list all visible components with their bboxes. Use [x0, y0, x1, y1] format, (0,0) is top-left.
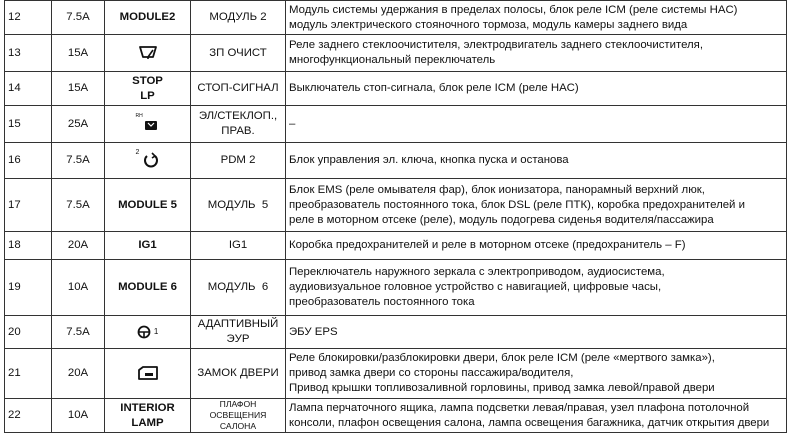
fuse-description [286, 179, 787, 232]
table-row [5, 260, 787, 316]
fuse-number: 18 [5, 232, 52, 260]
name-line: ЭУР [226, 333, 250, 345]
table-row [5, 399, 787, 433]
description-line: Блок EMS (реле омывателя фар), блок ионизатора, панорамный верхний люк, [289, 183, 705, 196]
table-row [5, 35, 787, 72]
description-line: привод замка двери со стороны пассажира/водителя, [289, 367, 574, 379]
rear-wiper-icon [137, 45, 159, 61]
fuse-number: 16 [5, 143, 52, 179]
description-line: Блок управления эл. ключа, кнопка пуска и останова [289, 154, 569, 166]
description-line: – [289, 117, 296, 130]
fuse-name: МОДУЛЬ 2 [191, 1, 286, 35]
table-row [5, 349, 787, 399]
table-row [5, 316, 787, 349]
description-line: преобразователь постоянного тока, блок DSL (реле ПТК), коробка предохранителей и [289, 198, 745, 211]
fuse-symbol: MODULE2 [105, 1, 191, 35]
fuse-name: ЗАМОК ДВЕРИ [191, 349, 286, 399]
fuse-number: 22 [5, 399, 52, 433]
fuse-symbol [105, 143, 191, 179]
description-line: Реле заднего стеклоочистителя, электродвигатель заднего стеклоочистителя, [289, 39, 704, 51]
name-line: ЭЛ/СТЕКЛОП., [198, 110, 278, 122]
description-line: модуль электрического стояночного тормоза, модуль камеры заднего вида [289, 18, 688, 31]
description-line: Выключатель стоп-сигнала, блок реле ICM (реле HAC) [289, 82, 579, 94]
description-line: ЭБУ EPS [289, 325, 338, 338]
name-line: ПЛАФОН ОСВЕЩЕНИЯ [209, 399, 267, 420]
start-button-icon [136, 152, 160, 170]
fuse-number: 20 [5, 316, 52, 349]
fuse-number: 21 [5, 349, 52, 399]
fuse-description [286, 316, 787, 349]
fuse-description [286, 35, 787, 72]
door-lock-icon [137, 365, 159, 381]
fuse-amperage: 25A [52, 106, 105, 143]
fuse-description [286, 143, 787, 179]
fuse-amperage: 7.5A [52, 316, 105, 349]
eps-icon [137, 324, 159, 340]
fuse-number: 17 [5, 179, 52, 232]
fuse-number: 13 [5, 35, 52, 72]
name-line: АДАПТИВНЫЙ [197, 318, 279, 330]
fuse-description [286, 399, 787, 433]
power-window-rh-icon [135, 112, 159, 132]
fuse-table [4, 0, 787, 433]
description-line: аудиовизуальное головное устройство с навигацией, цифровые часы, [289, 281, 662, 293]
fuse-name: СТОП-СИГНАЛ [191, 72, 286, 106]
symbol-line: LP [140, 89, 155, 102]
fuse-name [191, 399, 286, 433]
description-line: Коробка предохранителей и реле в моторном отсеке (предохранитель – F) [289, 239, 686, 251]
symbol-line: STOP [132, 74, 163, 87]
table-row [5, 179, 787, 232]
fuse-number: 15 [5, 106, 52, 143]
fuse-description [286, 1, 787, 35]
description-line: преобразователь постоянного тока [289, 296, 475, 308]
fuse-name [191, 106, 286, 143]
fuse-symbol: MODULE 6 [105, 260, 191, 316]
fuse-amperage: 10A [52, 260, 105, 316]
fuse-symbol [105, 349, 191, 399]
symbol-superscript: RH [135, 112, 143, 119]
fuse-amperage: 20A [52, 232, 105, 260]
fuse-number: 14 [5, 72, 52, 106]
fuse-amperage: 15A [52, 72, 105, 106]
description-line: Переключатель наружного зеркала с электроприводом, аудиосистема, [289, 266, 665, 278]
fuse-amperage: 10A [52, 399, 105, 433]
table-row [5, 72, 787, 106]
pdm-icon [135, 148, 160, 170]
symbol-line: LAMP [131, 416, 164, 429]
fuse-symbol [105, 316, 191, 349]
symbol-line: INTERIOR [120, 401, 175, 414]
fuse-symbol: IG1 [105, 232, 191, 260]
description-line: Реле блокировки/разблокировки двери, блок реле ICM (реле «мертвого замка»), [289, 352, 715, 364]
description-line: Привод крышки топливозаливной горловины, привод замка левой/правой двери [289, 382, 715, 394]
fuse-number: 19 [5, 260, 52, 316]
fuse-symbol [105, 399, 191, 433]
fuse-symbol [105, 72, 191, 106]
description-line: многофункциональный переключатель [289, 54, 496, 66]
fuse-name: ЗП ОЧИСТ [191, 35, 286, 72]
table-row [5, 143, 787, 179]
table-row [5, 232, 787, 260]
table-row [5, 1, 787, 35]
description-line: консоли, плафон освещения салона, лампа освещения багажника, датчик открытия двери [289, 416, 770, 429]
fuse-description [286, 232, 787, 260]
fuse-amperage: 15A [52, 35, 105, 72]
steering-wheel-icon [137, 325, 151, 339]
fuse-amperage: 7.5A [52, 179, 105, 232]
fuse-amperage: 7.5A [52, 1, 105, 35]
name-line: ПРАВ. [221, 125, 255, 137]
table-row [5, 106, 787, 143]
fuse-description [286, 260, 787, 316]
fuse-description [286, 349, 787, 399]
fuse-symbol: MODULE 5 [105, 179, 191, 232]
fuse-number: 12 [5, 1, 52, 35]
fuse-name: МОДУЛЬ 5 [191, 179, 286, 232]
symbol-superscript: 2 [135, 148, 140, 156]
fuse-amperage: 20A [52, 349, 105, 399]
fuse-name [191, 316, 286, 349]
description-line: Лампа перчаточного ящика, лампа подсветки левая/правая, узел плафона потолочной [289, 401, 750, 414]
symbol-suffix: 1 [153, 327, 159, 337]
fuse-name: МОДУЛЬ 6 [191, 260, 286, 316]
fuse-symbol [105, 35, 191, 72]
fuse-symbol [105, 106, 191, 143]
window-switch-icon [137, 116, 159, 132]
description-line: реле в моторном отсеке (реле), модуль подогрева сиденья водителя/пассажира [289, 213, 714, 226]
fuse-description [286, 106, 787, 143]
fuse-amperage: 7.5A [52, 143, 105, 179]
fuse-name: PDM 2 [191, 143, 286, 179]
fuse-name: IG1 [191, 232, 286, 260]
fuse-description [286, 72, 787, 106]
name-line: САЛОНА [219, 421, 257, 431]
description-line: Модуль системы удержания в пределах полосы, блок реле ICM (реле системы HAC) [289, 3, 738, 16]
